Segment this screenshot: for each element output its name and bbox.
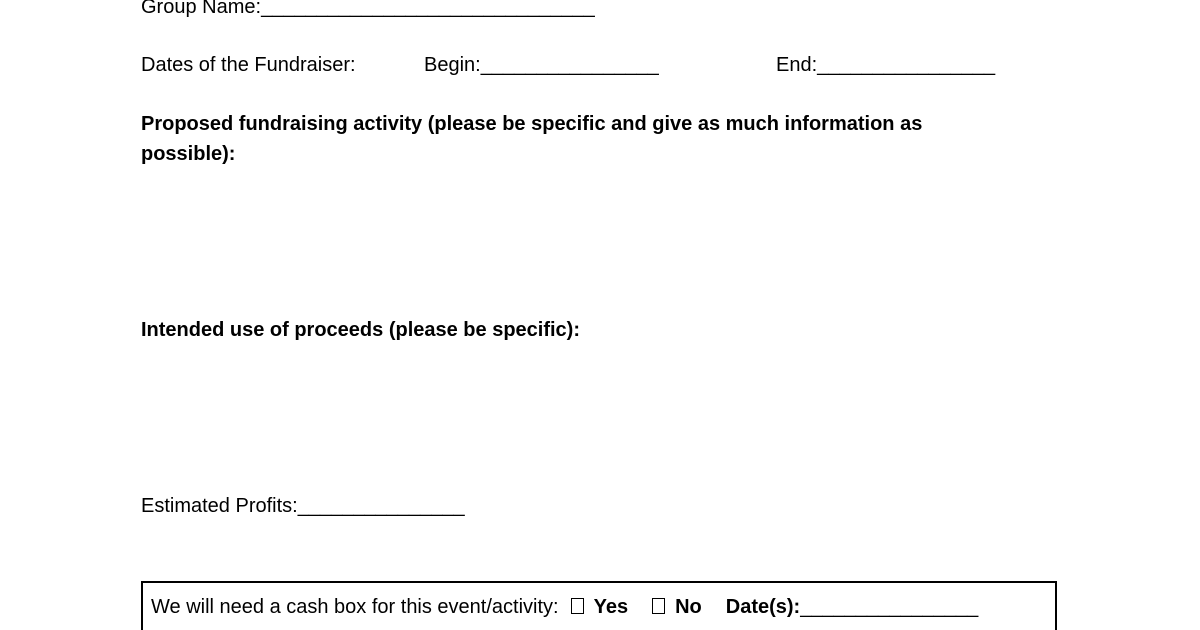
begin-date-field[interactable] <box>424 53 659 77</box>
end-date-field[interactable] <box>776 53 995 77</box>
cash-box-dates-blank[interactable]: ________________ <box>800 596 979 618</box>
end-date-label: End: <box>776 54 818 76</box>
no-checkbox[interactable] <box>652 598 665 614</box>
cash-box-row <box>151 595 978 619</box>
group-name-blank[interactable]: ______________________________ <box>261 0 595 18</box>
cash-box-dates-label: Date(s): <box>725 596 801 618</box>
estimated-profits-field[interactable] <box>141 494 465 518</box>
group-name-field[interactable] <box>141 0 595 19</box>
fundraiser-dates-label: Dates of the Fundraiser: <box>141 54 356 76</box>
yes-label: Yes <box>593 596 629 618</box>
estimated-profits-blank[interactable]: _______________ <box>297 495 465 517</box>
estimated-profits-label: Estimated Profits: <box>141 495 298 517</box>
group-name-label: Group Name: <box>141 0 262 18</box>
yes-checkbox[interactable] <box>571 598 584 614</box>
cash-box-section <box>141 581 1057 630</box>
end-date-blank[interactable]: ________________ <box>817 54 996 76</box>
proceeds-use-heading: Intended use of proceeds (please be specific): <box>141 319 581 341</box>
no-label: No <box>675 596 702 618</box>
proposed-activity-heading: Proposed fundraising activity (please be specific and give as much information as possible): <box>141 113 923 165</box>
begin-date-blank[interactable]: ________________ <box>480 54 659 76</box>
cash-box-question: We will need a cash box for this event/activity: <box>151 596 559 618</box>
begin-date-label: Begin: <box>424 54 481 76</box>
